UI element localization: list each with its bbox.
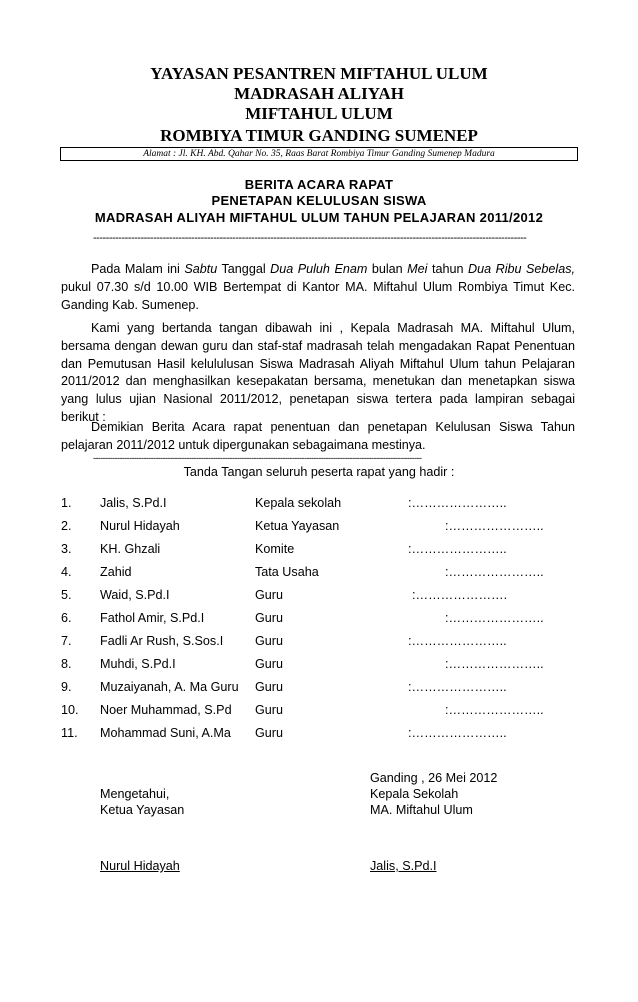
paragraph-decision: [61, 320, 575, 427]
list-item: [61, 516, 581, 536]
signature-line: :…………………..: [445, 611, 544, 625]
acknowledged-label: Mengetahui,: [100, 787, 170, 801]
participant-name: Zahid: [100, 565, 132, 579]
list-item: [61, 677, 581, 697]
list-item: [61, 723, 581, 743]
list-item: [61, 608, 581, 628]
signature-line: :…………………..: [408, 542, 507, 556]
participant-number: 9.: [61, 680, 72, 694]
document-subtitle-school-year: MADRASAH ALIYAH MIFTAHUL ULUM TAHUN PELAJARAN 2011/2012: [94, 210, 544, 225]
participant-name: Jalis, S.Pd.I: [100, 496, 167, 510]
p3-text: Demikian Berita Acara rapat penentuan dan penetapan Kelulusan Siswa Tahun pelajaran 2011/2012 untuk dipergunakan sebagaimana mestinya.: [61, 420, 575, 452]
signature-line: :…………………..: [408, 634, 507, 648]
signature-heading: Tanda Tangan seluruh peserta rapat yang hadir :: [183, 465, 455, 479]
signature-line: :………………….: [412, 588, 508, 602]
participant-number: 3.: [61, 542, 72, 556]
address-box: [60, 147, 578, 161]
foundation-chair-name: Nurul Hidayah: [100, 859, 180, 873]
participant-name: KH. Ghzali: [100, 542, 161, 556]
header-school-type: MADRASAH ALIYAH: [234, 84, 404, 103]
foundation-chair-title: Ketua Yayasan: [100, 803, 185, 817]
list-item: [61, 654, 581, 674]
header-school-name: MIFTAHUL ULUM: [245, 104, 393, 123]
participant-position: Guru: [255, 726, 283, 740]
participant-number: 2.: [61, 519, 72, 533]
participant-number: 5.: [61, 588, 72, 602]
participant-position: Guru: [255, 657, 283, 671]
divider-middle: -----------------------------------------------------------------------------------------------------------------------------------------: [93, 453, 422, 463]
participant-name: Waid, S.Pd.I: [100, 588, 170, 602]
address-text: Alamat : Jl. KH. Abd. Qahar No. 35, Raas Barat Rombiya Timur Ganding Sumenep Madura: [143, 149, 495, 159]
participant-position: Guru: [255, 680, 283, 694]
list-item: [61, 539, 581, 559]
p1-date: Dua Puluh Enam: [270, 262, 368, 276]
document-subtitle: PENETAPAN KELULUSAN SISWA: [211, 193, 427, 208]
participant-number: 11.: [61, 726, 78, 740]
signature-line: :…………………..: [445, 565, 544, 579]
signature-line: :…………………..: [445, 703, 544, 717]
participant-number: 10.: [61, 703, 79, 717]
header-foundation-name: YAYASAN PESANTREN MIFTAHUL ULUM: [150, 64, 488, 83]
participant-number: 7.: [61, 634, 72, 648]
participant-position: Tata Usaha: [255, 565, 319, 579]
p1-text-4: tahun: [427, 262, 468, 276]
p1-text-3: bulan: [367, 262, 408, 276]
participant-number: 1.: [61, 496, 72, 510]
p1-day: Sabtu: [184, 262, 218, 276]
participant-number: 6.: [61, 611, 72, 625]
participant-name: Muzaiyanah, A. Ma Guru: [100, 680, 239, 694]
signature-line: :…………………..: [408, 726, 507, 740]
participant-position: Guru: [255, 611, 283, 625]
divider-top: -----------------------------------------------------------------------------------------------------------------------------------------: [93, 232, 527, 244]
p1-text-2: Tanggal: [217, 262, 271, 276]
participant-name: Fathol Amir, S.Pd.I: [100, 611, 205, 625]
participant-name: Mohammad Suni, A.Ma: [100, 726, 231, 740]
participant-number: 8.: [61, 657, 72, 671]
p1-year: Dua Ribu Sebelas,: [468, 262, 576, 276]
principal-title: Kepala Sekolah: [370, 787, 459, 801]
list-item: [61, 562, 581, 582]
participant-position: Guru: [255, 703, 283, 717]
p1-text-5: pukul 07.30 s/d 10.00 WIB Bertempat di Kantor MA. Miftahul Ulum Rombiya Timut Kec. Ganding Kab. Sumenep.: [61, 279, 575, 312]
place-date: Ganding , 26 Mei 2012: [370, 771, 498, 785]
principal-name: Jalis, S.Pd.I: [370, 859, 437, 873]
participant-position: Ketua Yayasan: [255, 519, 340, 533]
paragraph-meeting-time: [61, 261, 575, 314]
header-location: ROMBIYA TIMUR GANDING SUMENEP: [160, 126, 478, 145]
document-title: BERITA ACARA RAPAT: [244, 177, 394, 192]
p1-text-1: Pada Malam ini: [91, 262, 185, 276]
participant-name: Noer Muhammad, S.Pd: [100, 703, 232, 717]
school-name-signature: MA. Miftahul Ulum: [370, 803, 473, 817]
signature-line: :…………………..: [445, 519, 544, 533]
participant-name: Nurul Hidayah: [100, 519, 180, 533]
list-item: [61, 585, 581, 605]
p2-text: Kami yang bertanda tangan dibawah ini , Kepala Madrasah MA. Miftahul Ulum, bersama dengan dewan guru dan staf-staf madrasah telah mengadakan Rapat Penentuan dan Pemutusan Hasil kelululusan Siswa Madrasah Aliyah Miftahul Ulum tahun Pelajaran 2011/2012 dan menghasilkan kesepakatan bersama, menetukan dan menetapkan siswa yang lulus ujian Nasional 2011/2012, penetapan siswa tertera pada lampiran sebagai berikut :: [61, 321, 575, 424]
list-item: [61, 700, 581, 720]
paragraph-closing: [61, 419, 575, 455]
participant-position: Guru: [255, 588, 283, 602]
participant-number: 4.: [61, 565, 72, 579]
signature-line: :…………………..: [408, 496, 507, 510]
signature-line: :…………………..: [445, 657, 544, 671]
participant-name: Muhdi, S.Pd.I: [100, 657, 176, 671]
signature-line: :…………………..: [408, 680, 507, 694]
list-item: [61, 493, 581, 513]
participant-position: Komite: [255, 542, 295, 556]
participant-position: Guru: [255, 634, 283, 648]
participant-name: Fadli Ar Rush, S.Sos.I: [100, 634, 224, 648]
participant-position: Kepala sekolah: [255, 496, 342, 510]
p1-month: Mei: [407, 262, 428, 276]
list-item: [61, 631, 581, 651]
